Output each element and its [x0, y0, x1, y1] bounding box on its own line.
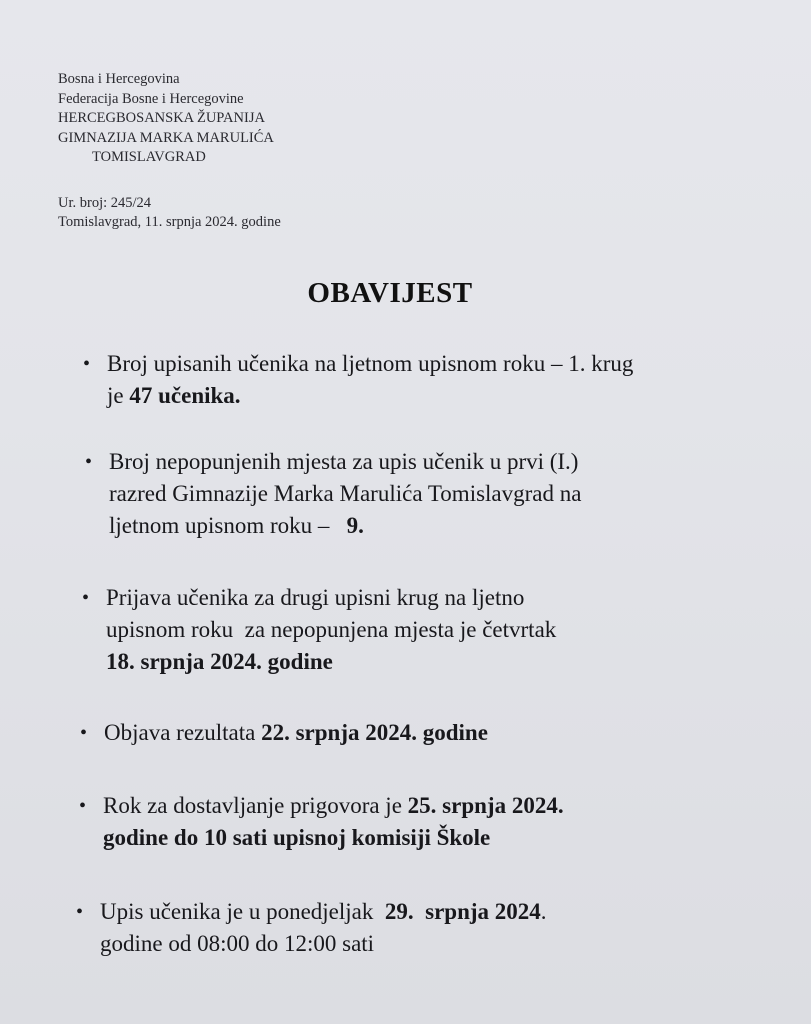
letterhead-federation: Federacija Bosne i Hercegovine: [58, 90, 244, 107]
notice-emphasis: 25. srpnja 2024.: [407, 793, 564, 818]
notice-emphasis: 47 učenika.: [129, 383, 241, 408]
bullet-icon: •: [79, 795, 87, 817]
page-title: OBAVIJEST: [307, 277, 473, 309]
notice-text: je: [107, 383, 130, 408]
letterhead-county: HERCEGBOSANSKA ŽUPANIJA: [58, 110, 265, 126]
notice-item-enrolled-count: [83, 348, 634, 412]
notice-text: Upis učenika je u ponedjeljak: [100, 899, 385, 924]
notice-line: Prijava učenika za drugi upisni krug na ljetno: [106, 585, 525, 610]
notice-item-appeals: [79, 790, 564, 854]
notice-line: upisnom roku za nepopunjena mjesta je četvrtak: [106, 617, 557, 642]
notice-emphasis: 22. srpnja 2024. godine: [261, 720, 488, 745]
notice-line: [103, 822, 564, 854]
notice-line: [103, 790, 564, 822]
reference-number: Ur. broj: 245/24: [58, 195, 152, 211]
bullet-icon: •: [80, 722, 88, 744]
notice-line: Broj upisanih učenika na ljetnom upisnom roku – 1. krug: [107, 351, 634, 376]
notice-line: [100, 896, 547, 928]
notice-line: [104, 717, 488, 749]
bullet-icon: •: [82, 587, 90, 609]
letterhead-school: GIMNAZIJA MARKA MARULIĆA: [58, 129, 274, 146]
notice-emphasis: 29. srpnja 2024: [384, 899, 541, 924]
letterhead: [58, 70, 274, 168]
notice-text: Rok za dostavljanje prigovora je: [103, 793, 408, 818]
bullet-icon: •: [76, 901, 84, 923]
notice-item-enrollment-date: [76, 896, 547, 960]
document-meta: [58, 194, 281, 232]
place-and-date: Tomislavgrad, 11. srpnja 2024. godine: [58, 214, 281, 230]
bullet-icon: •: [83, 353, 91, 375]
notice-item-second-round: [82, 582, 557, 678]
notice-line: razred Gimnazije Marka Marulića Tomislavgrad na: [109, 481, 582, 506]
notice-line: godine od 08:00 do 12:00 sati: [100, 931, 375, 956]
notice-item-vacant-places: [85, 446, 582, 542]
bullet-icon: •: [85, 451, 93, 473]
notice-emphasis: 18. srpnja 2024. godine: [106, 649, 333, 674]
notice-line: [107, 380, 633, 412]
notice-line: [109, 510, 581, 542]
letterhead-country: Bosna i Hercegovina: [58, 71, 180, 87]
notice-emphasis: 9.: [346, 513, 364, 538]
notice-item-results: [80, 717, 488, 749]
notice-text: Objava rezultata: [104, 720, 262, 745]
letterhead-city: TOMISLAVGRAD: [92, 149, 206, 165]
notice-line: [106, 646, 556, 678]
notice-text: .: [540, 899, 547, 924]
notice-emphasis: godine do 10 sati upisnoj komisiji Škole: [103, 825, 491, 850]
notice-text: ljetnom upisnom roku –: [109, 513, 347, 538]
notice-line: Broj nepopunjenih mjesta za upis učenik u prvi (I.): [109, 449, 579, 474]
